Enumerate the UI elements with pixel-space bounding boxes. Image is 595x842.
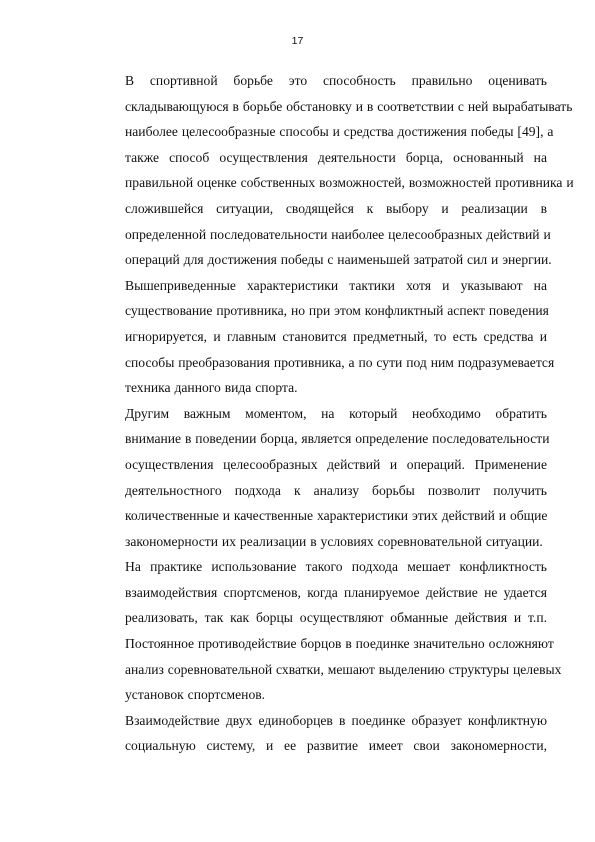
text-line: игнорируется, и главным становится предметный, то есть средства и: [125, 328, 547, 344]
paragraph-4: [89, 708, 547, 759]
paragraph-3: [89, 554, 562, 708]
text-line: способы преобразования противника, а по сути под ним подразумевается: [125, 354, 555, 370]
text-line: операций для достижения победы с наименьшей затратой сил и энергии.: [125, 252, 552, 268]
text-line: осуществления целесообразных действий и операций. Применение: [125, 456, 547, 472]
text-line: количественные и качественные характеристики этих действий и общие: [125, 508, 548, 524]
text-line: Другим важным моментом, на который необходимо обратить: [125, 405, 547, 421]
text-line: анализ соревновательной схватки, мешают выделению структуры целевых: [125, 661, 562, 677]
text-line: наиболее целесообразные способы и средства достижения победы [49], а: [125, 124, 554, 140]
body-text: [89, 68, 574, 759]
text-line: определенной последовательности наиболее целесообразных действий и: [125, 226, 551, 242]
text-line: Вышеприведенные характеристики тактики хотя и указывают на: [125, 277, 547, 293]
text-line: техника данного вида спорта.: [125, 380, 298, 396]
text-line: существование противника, но при этом конфликтный аспект поведения: [125, 303, 549, 319]
text-line: деятельностного подхода к анализу борьбы позволит получить: [125, 482, 547, 498]
text-line: правильной оценке собственных возможностей, возможностей противника и: [125, 175, 574, 191]
page-number: 17: [291, 35, 304, 47]
text-line: Взаимодействие двух единоборцев в поединке образует конфликтную: [125, 712, 547, 728]
text-line: В спортивной борьбе это способность правильно оценивать: [125, 73, 547, 88]
text-line: реализовать, так как борцы осуществляют обманные действия и т.п.: [125, 610, 547, 626]
text-line: сложившейся ситуации, сводящейся к выбору и реализации в: [125, 200, 547, 216]
text-line: На практике использование такого подхода мешает конфликтность: [125, 559, 547, 575]
text-line: Постоянное противодействие борцов в поединке значительно осложняют: [125, 636, 554, 652]
text-line: также способ осуществления деятельности борца, основанный на: [125, 149, 547, 165]
paragraph-2: [89, 401, 550, 555]
text-line: складывающуюся в борьбе обстановку и в соответствии с ней вырабатывать: [125, 98, 573, 114]
paragraph-1: [89, 68, 574, 401]
text-line: взаимодействия спортсменов, когда планируемое действие не удается: [125, 584, 547, 600]
text-line: социальную систему, и ее развитие имеет свои закономерности,: [125, 738, 547, 754]
text-line: внимание в поведении борца, является определение последовательности: [125, 431, 550, 447]
text-line: закономерности их реализации в условиях соревновательной ситуации.: [125, 533, 543, 549]
text-line: установок спортсменов.: [125, 687, 266, 703]
